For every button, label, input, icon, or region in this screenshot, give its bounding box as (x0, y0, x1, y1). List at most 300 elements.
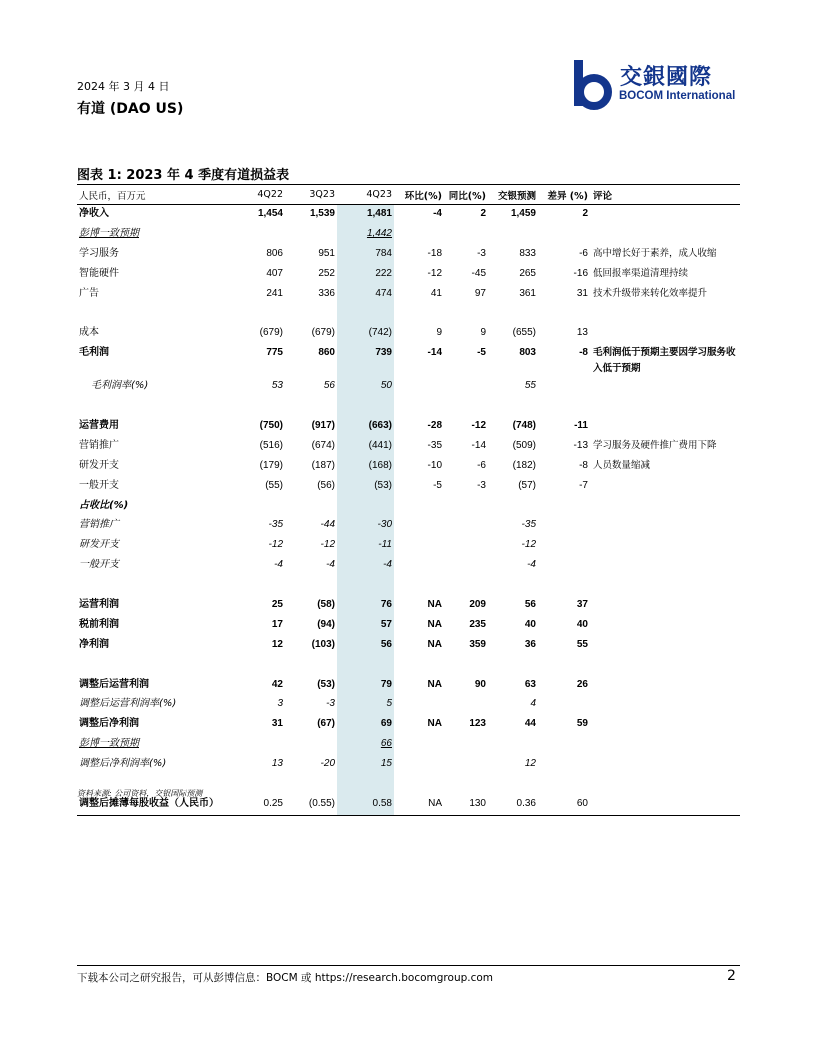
row-comment: 学习服务及硬件推广费用下降 (593, 439, 717, 451)
source-note: 资料来源: 公司资料，交银国际预测 (77, 789, 203, 798)
header-4q22: 4Q22 (227, 185, 285, 205)
cell-diff: 59 (576, 718, 588, 730)
table-row (77, 477, 740, 497)
cell-c3q23: (187) (311, 459, 335, 471)
row-label: 运营费用 (79, 420, 119, 432)
cell-diff (538, 225, 590, 245)
cell-c3q23 (285, 497, 337, 517)
cell-yoy (444, 656, 488, 676)
cell-qoq: -5 (433, 479, 442, 491)
cell-qoq (394, 755, 444, 775)
bocom-logo-icon (570, 58, 618, 110)
income-statement-table-wrap (77, 184, 740, 816)
cell-c4q22 (227, 576, 285, 596)
cell-diff: -8 (579, 459, 588, 471)
row-label (77, 775, 227, 795)
cell-c4q22: -4 (274, 559, 283, 571)
table-row (77, 556, 740, 576)
cell-c4q22: 775 (266, 347, 283, 359)
row-comment (590, 225, 740, 245)
cell-c4q23: 474 (375, 287, 392, 299)
cell-c4q23: (663) (368, 420, 392, 432)
income-statement-table (77, 184, 740, 816)
header-3q23: 3Q23 (285, 185, 337, 205)
cell-c3q23 (285, 397, 337, 417)
cell-fcst: -12 (521, 539, 536, 551)
cell-qoq: -35 (427, 439, 442, 451)
cell-c4q23: 69 (380, 718, 392, 730)
row-label: 净利润 (79, 638, 109, 650)
cell-fcst: 265 (519, 267, 536, 279)
cell-c4q23: (742) (368, 327, 392, 339)
table-row (77, 656, 740, 676)
cell-c3q23: -12 (320, 539, 335, 551)
cell-c4q23 (337, 576, 394, 596)
table-row (77, 636, 740, 656)
row-comment (590, 417, 740, 437)
row-comment (590, 656, 740, 676)
figure-title: 图表 1: 2023 年 4 季度有道损益表 (77, 168, 290, 183)
cell-qoq (394, 497, 444, 517)
cell-c4q23: -4 (383, 559, 392, 571)
cell-c4q22 (227, 656, 285, 676)
cell-c3q23 (285, 735, 337, 755)
cell-yoy: -14 (471, 439, 486, 451)
cell-yoy: 9 (480, 327, 486, 339)
cell-yoy (444, 576, 488, 596)
cell-fcst: 36 (524, 638, 536, 650)
row-label: 运营利润 (79, 599, 119, 611)
cell-c4q22 (227, 497, 285, 517)
cell-c4q22 (227, 225, 285, 245)
cell-yoy: 97 (474, 287, 486, 299)
row-label: 占收比(%) (79, 499, 129, 511)
cell-qoq (394, 397, 444, 417)
cell-yoy: 2 (480, 208, 486, 219)
cell-c4q22: (516) (259, 439, 283, 451)
cell-qoq: NA (427, 678, 442, 690)
cell-diff: -11 (574, 420, 588, 432)
table-row (77, 576, 740, 596)
table-row (77, 344, 740, 377)
cell-qoq: -4 (433, 208, 442, 219)
row-label: 彭博一致预期 (79, 227, 139, 239)
cell-diff (538, 656, 590, 676)
row-comment (590, 397, 740, 417)
cell-yoy: 235 (469, 618, 486, 630)
cell-c4q23: -11 (378, 539, 392, 551)
row-comment (590, 795, 740, 815)
cell-c4q22: 17 (271, 618, 283, 630)
table-row (77, 676, 740, 696)
cell-qoq: NA (427, 618, 442, 630)
header-forecast: 交银预测 (488, 185, 538, 205)
cell-c4q22: -35 (268, 519, 283, 531)
row-label: 研发开支 (79, 539, 119, 551)
table-row (77, 205, 740, 225)
cell-c4q22: 0.25 (227, 795, 285, 815)
cell-diff (538, 304, 590, 324)
cell-yoy: 130 (444, 795, 488, 815)
cell-fcst: (509) (512, 439, 536, 451)
cell-diff (538, 536, 590, 556)
cell-c3q23: (67) (317, 718, 335, 730)
cell-fcst: -35 (521, 519, 536, 531)
cell-qoq (394, 304, 444, 324)
table-row (77, 755, 740, 775)
row-comment: 低回报率渠道清理持续 (593, 267, 689, 279)
cell-yoy: -3 (477, 479, 486, 491)
table-row (77, 735, 740, 755)
cell-qoq (394, 556, 444, 576)
cell-diff (538, 497, 590, 517)
cell-c4q22: 407 (266, 267, 283, 279)
table-header-row (77, 185, 740, 205)
cell-c4q23: 1,481 (366, 208, 392, 219)
cell-c3q23: (58) (317, 599, 335, 611)
cell-c4q23 (337, 775, 394, 795)
table-row (77, 775, 740, 795)
cell-qoq: NA (427, 638, 442, 650)
cell-c4q22 (227, 775, 285, 795)
row-label: 调整后净利润率(%) (79, 758, 167, 770)
table-row (77, 304, 740, 324)
cell-c3q23: (94) (317, 618, 335, 630)
cell-qoq: -18 (427, 247, 442, 259)
cell-c3q23: -3 (326, 698, 335, 710)
cell-diff: 2 (582, 208, 588, 219)
cell-c4q23: (168) (368, 459, 392, 471)
cell-c4q22: 31 (271, 718, 283, 730)
cell-c4q22: (750) (259, 420, 283, 432)
cell-qoq: 9 (436, 327, 442, 339)
table-row (77, 695, 740, 715)
header-yoy: 同比(%) (444, 185, 488, 205)
table-row (77, 377, 740, 397)
cell-yoy: -6 (477, 459, 486, 471)
cell-diff: 31 (576, 287, 588, 299)
cell-yoy (444, 556, 488, 576)
cell-c3q23: (53) (317, 678, 335, 690)
row-label: 税前利润 (79, 618, 119, 630)
cell-fcst (488, 497, 538, 517)
cell-qoq (394, 576, 444, 596)
row-comment: 人员数量缩减 (593, 459, 651, 471)
cell-yoy: 359 (469, 638, 486, 650)
cell-diff: 40 (576, 618, 588, 630)
cell-diff (538, 695, 590, 715)
cell-diff (538, 735, 590, 755)
cell-diff: 60 (538, 795, 590, 815)
row-comment (590, 477, 740, 497)
row-label: 毛利润 (79, 347, 109, 359)
cell-fcst: 1,459 (510, 208, 536, 219)
row-label (77, 656, 227, 676)
row-comment (590, 636, 740, 656)
row-comment (590, 497, 740, 517)
cell-yoy: -12 (471, 420, 486, 432)
table-row (77, 417, 740, 437)
cell-yoy: -5 (477, 347, 486, 359)
row-comment (590, 676, 740, 696)
cell-diff: -16 (573, 267, 588, 279)
cell-c4q22: 3 (277, 698, 283, 710)
cell-c3q23: (56) (317, 479, 335, 491)
cell-yoy: -3 (477, 247, 486, 259)
row-label (77, 397, 227, 417)
table-row (77, 245, 740, 265)
cell-c4q22: 806 (266, 247, 283, 259)
table-row (77, 457, 740, 477)
cell-diff: -8 (579, 347, 588, 359)
table-row (77, 795, 740, 815)
row-comment (590, 516, 740, 536)
cell-fcst: 44 (524, 718, 536, 730)
cell-diff: -13 (573, 439, 588, 451)
row-label (77, 576, 227, 596)
cell-fcst (488, 225, 538, 245)
row-comment (590, 536, 740, 556)
row-label: 营销推广 (79, 519, 119, 531)
table-row (77, 265, 740, 285)
cell-c4q23: 15 (380, 758, 392, 770)
cell-c4q23: (53) (374, 479, 392, 491)
cell-qoq: NA (427, 718, 442, 730)
cell-c4q23: 784 (375, 247, 392, 259)
table-row (77, 397, 740, 417)
company-title: 有道 (DAO US) (77, 101, 184, 117)
cell-c4q23: 57 (380, 618, 392, 630)
cell-qoq: NA (427, 599, 442, 611)
table-row (77, 324, 740, 344)
page-number: 2 (727, 968, 736, 984)
cell-c4q23: (441) (368, 439, 392, 451)
cell-yoy: 123 (469, 718, 486, 730)
cell-qoq (394, 225, 444, 245)
cell-c4q23: -30 (377, 519, 392, 531)
row-comment (590, 576, 740, 596)
cell-fcst: 56 (524, 599, 536, 611)
row-label: 一般开支 (79, 479, 119, 491)
row-label: 一般开支 (79, 559, 119, 571)
table-row (77, 285, 740, 305)
cell-yoy (444, 304, 488, 324)
row-label: 净收入 (79, 208, 109, 219)
header-comment: 评论 (590, 185, 740, 205)
row-comment: 毛利润低于预期主要因学习服务收入低于预期 (593, 347, 736, 375)
cell-c3q23: (103) (311, 638, 335, 650)
cell-c3q23: 56 (323, 380, 335, 392)
cell-c4q23: 50 (380, 380, 392, 392)
cell-yoy (444, 225, 488, 245)
cell-diff (538, 516, 590, 536)
row-comment: 技术升级带来转化效率提升 (593, 287, 708, 299)
row-comment (590, 556, 740, 576)
row-label: 调整后净利润 (79, 718, 139, 730)
cell-yoy: 209 (469, 599, 486, 611)
header-4q23: 4Q23 (337, 185, 394, 205)
cell-c4q23: 56 (380, 638, 392, 650)
row-label: 调整后摊薄每股收益（人民币） (77, 795, 227, 815)
row-label: 调整后运营利润率(%) (79, 698, 177, 710)
cell-diff: 13 (576, 327, 588, 339)
cell-diff (538, 755, 590, 775)
cell-qoq (394, 536, 444, 556)
cell-c4q23 (337, 497, 394, 517)
cell-yoy (444, 397, 488, 417)
table-row (77, 225, 740, 245)
cell-c4q23 (337, 304, 394, 324)
row-label: 营销推广 (79, 439, 119, 451)
cell-yoy (444, 695, 488, 715)
cell-c4q22: 1,454 (257, 208, 283, 219)
cell-c4q22: 53 (271, 380, 283, 392)
cell-yoy (444, 775, 488, 795)
cell-c3q23: -20 (320, 758, 335, 770)
cell-yoy (444, 516, 488, 536)
cell-yoy (444, 735, 488, 755)
cell-c3q23: 1,539 (309, 208, 335, 219)
cell-yoy (444, 377, 488, 397)
cell-c4q23: 5 (386, 698, 392, 710)
cell-c3q23: 336 (318, 287, 335, 299)
cell-fcst (488, 775, 538, 795)
table-row (77, 516, 740, 536)
report-date: 2024 年 3 月 4 日 (77, 80, 170, 93)
row-comment (590, 304, 740, 324)
cell-c4q23: 1,442 (366, 227, 392, 239)
cell-c4q23: 66 (380, 738, 392, 750)
cell-diff (538, 775, 590, 795)
cell-qoq (394, 775, 444, 795)
cell-fcst: (748) (512, 420, 536, 432)
cell-yoy (444, 755, 488, 775)
cell-c4q22: (679) (259, 327, 283, 339)
cell-c4q23 (337, 397, 394, 417)
row-comment (590, 695, 740, 715)
cell-diff (538, 556, 590, 576)
cell-c3q23 (285, 576, 337, 596)
cell-yoy (444, 497, 488, 517)
cell-c3q23: -4 (326, 559, 335, 571)
header-qoq: 环比(%) (394, 185, 444, 205)
cell-fcst (488, 397, 538, 417)
bocom-logo (570, 58, 745, 110)
footer-divider (77, 965, 740, 966)
cell-fcst: 833 (519, 247, 536, 259)
row-comment (590, 775, 740, 795)
cell-c3q23: (679) (311, 327, 335, 339)
table-row (77, 497, 740, 517)
cell-qoq (394, 735, 444, 755)
cell-c4q22: (179) (259, 459, 283, 471)
cell-c4q22: 42 (271, 678, 283, 690)
cell-fcst: (655) (512, 327, 536, 339)
logo-english-text: BOCOM International (619, 90, 736, 102)
cell-fcst (488, 735, 538, 755)
row-comment (590, 324, 740, 344)
cell-c3q23: 860 (318, 347, 335, 359)
cell-fcst (488, 304, 538, 324)
cell-fcst: 361 (519, 287, 536, 299)
cell-fcst: 803 (519, 347, 536, 359)
cell-c4q23: 0.58 (337, 795, 394, 815)
cell-fcst (488, 656, 538, 676)
row-comment (590, 616, 740, 636)
row-comment: 高中增长好于素养，成人收缩 (593, 247, 717, 259)
cell-diff: 26 (576, 678, 588, 690)
cell-c4q23: 79 (380, 678, 392, 690)
cell-c3q23: -44 (320, 519, 335, 531)
cell-c3q23 (285, 304, 337, 324)
table-row (77, 437, 740, 457)
cell-qoq (394, 656, 444, 676)
cell-qoq: -10 (427, 459, 442, 471)
cell-diff: -7 (579, 479, 588, 491)
cell-c4q22: 241 (266, 287, 283, 299)
cell-c4q22: -12 (268, 539, 283, 551)
row-label: 彭博一致预期 (79, 738, 139, 750)
row-label: 毛利润率(%) (91, 380, 149, 392)
row-label: 研发开支 (79, 459, 119, 471)
cell-diff: 37 (576, 599, 588, 611)
cell-c4q22: (55) (265, 479, 283, 491)
cell-c3q23 (285, 225, 337, 245)
cell-fcst: 40 (524, 618, 536, 630)
logo-chinese-text: 交銀國際 (620, 64, 713, 90)
header-diff: 差异 (%) (538, 185, 590, 205)
cell-yoy: -45 (471, 267, 486, 279)
cell-fcst: 12 (524, 758, 536, 770)
table-row (77, 715, 740, 735)
cell-fcst: 55 (524, 380, 536, 392)
cell-qoq (394, 377, 444, 397)
cell-c4q23: 739 (375, 347, 392, 359)
row-comment (590, 596, 740, 616)
cell-c4q23: 222 (375, 267, 392, 279)
cell-c4q22 (227, 304, 285, 324)
row-label: 成本 (79, 327, 99, 339)
cell-diff (538, 397, 590, 417)
cell-c3q23: (0.55) (285, 795, 337, 815)
table-row (77, 596, 740, 616)
cell-diff (538, 576, 590, 596)
cell-c4q22: 13 (271, 758, 283, 770)
cell-c4q22: 25 (271, 599, 283, 611)
cell-c4q22: 12 (271, 638, 283, 650)
row-comment (590, 755, 740, 775)
row-comment (590, 715, 740, 735)
cell-qoq (394, 516, 444, 536)
cell-qoq: -12 (427, 267, 442, 279)
cell-diff: 55 (576, 638, 588, 650)
cell-fcst: -4 (527, 559, 536, 571)
cell-c4q23: 76 (380, 599, 392, 611)
table-row (77, 536, 740, 556)
cell-qoq: 41 (430, 287, 442, 299)
cell-diff (538, 377, 590, 397)
cell-c3q23 (285, 656, 337, 676)
cell-fcst (488, 576, 538, 596)
row-label: 智能硬件 (79, 267, 119, 279)
cell-diff: -6 (579, 247, 588, 259)
cell-yoy: 90 (474, 678, 486, 690)
cell-c4q23 (337, 656, 394, 676)
header-unit: 人民币，百万元 (77, 185, 227, 205)
row-label: 广告 (79, 287, 99, 299)
cell-qoq: NA (394, 795, 444, 815)
cell-fcst: (57) (518, 479, 536, 491)
